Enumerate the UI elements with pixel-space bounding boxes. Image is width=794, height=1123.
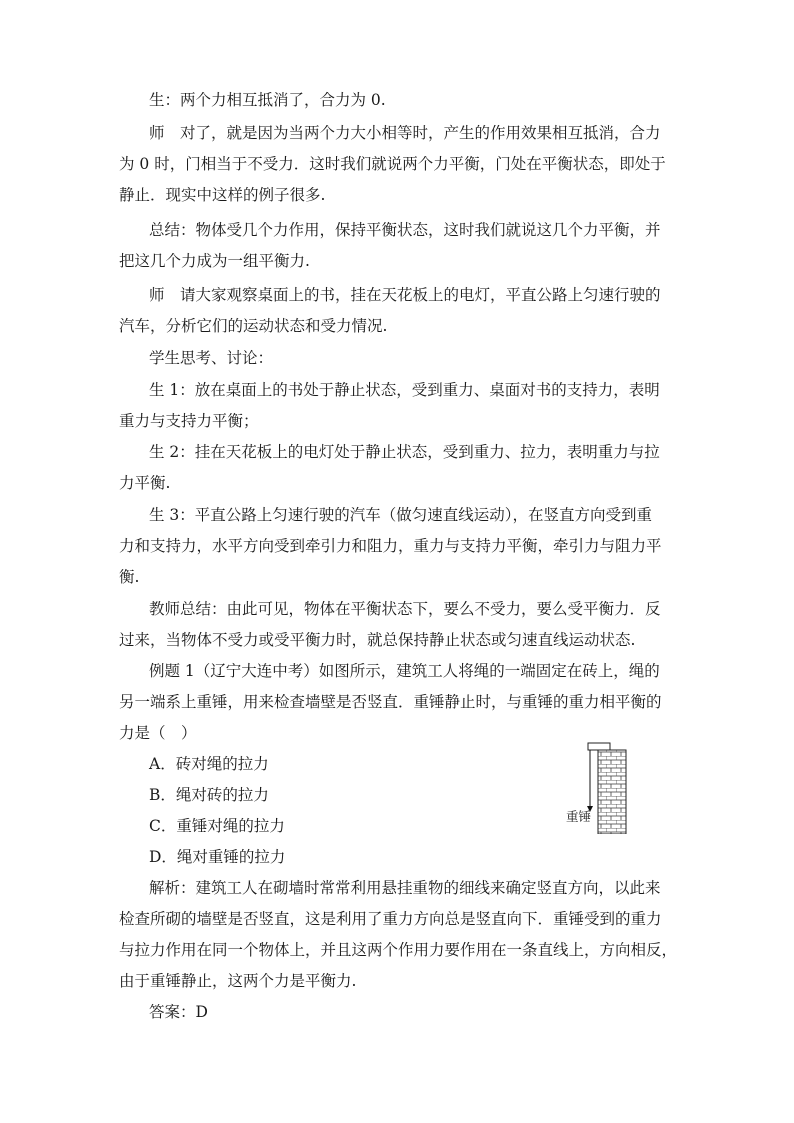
answer-line: 答案：D bbox=[149, 1003, 208, 1021]
text-line: 生 2：挂在天花板上的电灯处于静止状态，受到重力、拉力，表明重力与拉 bbox=[149, 443, 660, 461]
text-line: 过来，当物体不受力或受平衡力时，就总保持静止状态或匀速直线运动状态. bbox=[119, 631, 636, 649]
option-d: D．绳对重锤的拉力 bbox=[149, 848, 286, 866]
text-line: 总结：物体受几个力作用，保持平衡状态，这时我们就说这几个力平衡，并 bbox=[149, 221, 661, 239]
text-line: 重力与支持力平衡； bbox=[119, 412, 259, 430]
text-line: 汽车，分析它们的运动状态和受力情况. bbox=[119, 317, 388, 335]
text-line: 力平衡. bbox=[119, 474, 171, 492]
option-a: A．砖对绳的拉力 bbox=[149, 755, 269, 773]
text-line: 师 对了，就是因为当两个力大小相等时，产生的作用效果相互抵消，合力 bbox=[149, 124, 661, 142]
text-line: 力和支持力，水平方向受到牵引力和阻力，重力与支持力平衡，牵引力与阻力平 bbox=[119, 537, 662, 555]
text-line: 衡. bbox=[119, 568, 140, 586]
text-line: 学生思考、讨论： bbox=[149, 349, 274, 367]
option-c: C．重锤对绳的拉力 bbox=[149, 817, 285, 835]
question-stem: 力是（ ） bbox=[119, 724, 197, 742]
text-line: 生：两个力相互抵消了，合力为 0. bbox=[149, 91, 386, 109]
option-b: B．绳对砖的拉力 bbox=[149, 786, 269, 804]
text-line: 为 0 时，门相当于不受力．这时我们就说两个力平衡，门处在平衡状态，即处于 bbox=[119, 155, 666, 173]
analysis-line: 解析：建筑工人在砌墙时常常利用悬挂重物的细线来确定竖直方向，以此来 bbox=[149, 879, 661, 897]
text-line: 生 3：平直公路上匀速行驶的汽车（做匀速直线运动），在竖直方向受到重 bbox=[149, 506, 653, 524]
figure-label: 重锤 bbox=[566, 809, 592, 824]
text-line: 静止．现实中这样的例子很多. bbox=[119, 186, 326, 204]
text-line: 生 1：放在桌面上的书处于静止状态，受到重力、桌面对书的支持力，表明 bbox=[149, 381, 660, 399]
question-stem: 另一端系上重锤，用来检查墙壁是否竖直．重锤静止时，与重锤的重力相平衡的 bbox=[119, 693, 662, 711]
analysis-line: 检查所砌的墙壁是否竖直，这是利用了重力方向总是竖直向下．重锤受到的重力 bbox=[119, 910, 662, 928]
analysis-line: 与拉力作用在同一个物体上，并且这两个作用力要作用在一条直线上，方向相反， bbox=[119, 941, 678, 959]
brick-wall bbox=[598, 750, 626, 834]
question-stem: 例题 1（辽宁大连中考）如图所示，建筑工人将绳的一端固定在砖上，绳的 bbox=[149, 662, 660, 680]
text-line: 把这几个力成为一组平衡力. bbox=[119, 252, 310, 270]
text-line: 师 请大家观察桌面上的书，挂在天花板上的电灯，平直公路上匀速行驶的 bbox=[149, 286, 661, 304]
analysis-line: 由于重锤静止，这两个力是平衡力. bbox=[119, 972, 357, 990]
text-line: 教师总结：由此可见，物体在平衡状态下，要么不受力，要么受平衡力．反 bbox=[149, 600, 661, 618]
top-brick bbox=[588, 743, 610, 750]
